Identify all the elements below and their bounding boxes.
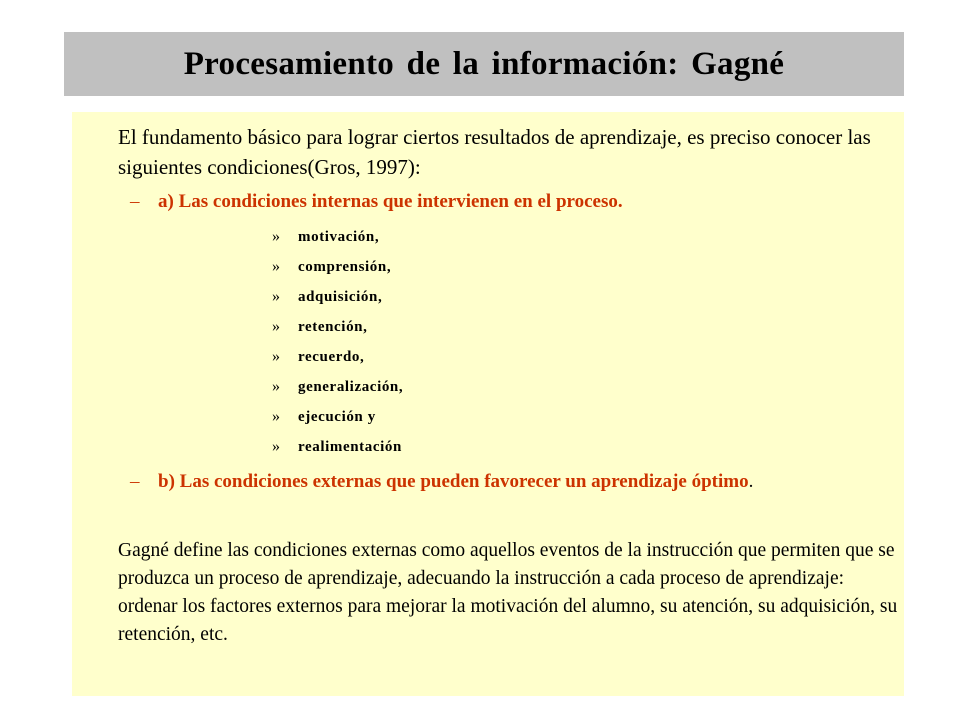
list-item [272, 252, 403, 282]
list-item-text: ejecución y [298, 409, 376, 425]
outro-paragraph: Gagné define las condiciones externas como aquellos eventos de la instrucción que permiten que se produzca un proceso de aprendizaje, adecuando la instrucción a cada proceso de aprendizaje: ordenar los factores externos para mejorar la motivación del alumno, su atención, su adquisición, su retención, etc. [118, 540, 898, 645]
list-item [272, 222, 403, 252]
condition-b-text [158, 468, 858, 496]
content-box [72, 112, 904, 696]
list-item [272, 312, 403, 342]
raquo-bullet: » [272, 348, 281, 365]
list-item [272, 372, 403, 402]
internal-conditions-list [272, 222, 403, 462]
list-item [272, 432, 403, 462]
title-bar [64, 32, 904, 96]
list-item-text: retención, [298, 319, 368, 335]
raquo-bullet: » [272, 258, 281, 275]
intro-paragraph: El fundamento básico para lograr ciertos resultados de aprendizaje, es preciso conocer las siguientes condiciones(Gros, 1997): [118, 125, 871, 179]
condition-b-period: . [748, 471, 754, 492]
dash-bullet: – [130, 471, 140, 492]
raquo-bullet: » [272, 318, 281, 335]
dash-bullet: – [130, 191, 140, 212]
list-item [272, 342, 403, 372]
list-item [272, 282, 403, 312]
list-item-text: comprensión, [298, 259, 392, 275]
slide-title: Procesamiento de la información: Gagné [183, 45, 785, 82]
condition-a-text: a) Las condiciones internas que intervienen en el proceso. [158, 191, 623, 212]
raquo-bullet: » [272, 228, 281, 245]
list-item [272, 402, 403, 432]
list-item-text: adquisición, [298, 289, 383, 305]
raquo-bullet: » [272, 378, 281, 395]
raquo-bullet: » [272, 438, 281, 455]
condition-b-label: b) Las condiciones externas que pueden favorecer un aprendizaje óptimo [158, 471, 749, 492]
list-item-text: recuerdo, [298, 349, 365, 365]
raquo-bullet: » [272, 408, 281, 425]
condition-a [130, 188, 858, 216]
list-item-text: realimentación [298, 439, 402, 455]
condition-b [130, 468, 858, 496]
list-item-text: motivación, [298, 229, 380, 245]
list-item-text: generalización, [298, 379, 404, 395]
raquo-bullet: » [272, 288, 281, 305]
